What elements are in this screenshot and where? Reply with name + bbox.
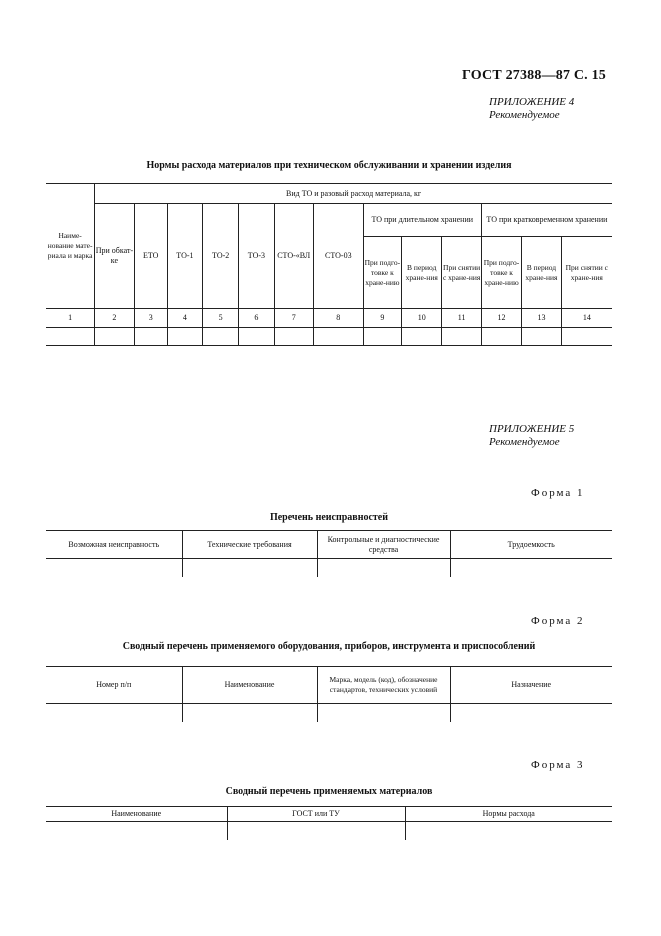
empty-cell	[274, 328, 313, 346]
forma-2-label: Форма 2	[531, 615, 585, 627]
col-material-name: Наиме-нование мате-риала и марка	[46, 184, 95, 309]
empty-cell	[317, 704, 450, 722]
empty-cell	[442, 328, 481, 346]
empty-cell	[522, 328, 561, 346]
empty-cell	[405, 822, 612, 840]
col-to3: ТО-3	[239, 204, 274, 309]
col-sto-03: СТО-03	[313, 204, 363, 309]
appendix-4-title: ПРИЛОЖЕНИЕ 4	[489, 96, 575, 108]
col-possible-fault: Возможная неисправность	[46, 531, 182, 559]
empty-cell	[46, 328, 95, 346]
col-number: 13	[522, 309, 561, 328]
empty-cell	[561, 328, 612, 346]
empty-cell	[134, 328, 167, 346]
group-long-storage: ТО при длительном хранении	[363, 204, 481, 237]
col-number: 1	[46, 309, 95, 328]
col-gost-tu: ГОСТ или ТУ	[227, 807, 405, 822]
forma-2-title: Сводный перечень применяемого оборудования, приборов, инструмента и приспособлений	[122, 641, 536, 652]
page-header: ГОСТ 27388—87 С. 15	[462, 68, 606, 83]
empty-cell	[46, 822, 227, 840]
forma-1-label: Форма 1	[531, 487, 585, 499]
col-number: 3	[134, 309, 167, 328]
empty-cell	[182, 704, 317, 722]
col-number: 5	[203, 309, 239, 328]
empty-cell	[317, 559, 450, 577]
empty-cell	[46, 704, 182, 722]
col-number: 7	[274, 309, 313, 328]
col-number: 11	[442, 309, 481, 328]
col-purpose: Назначение	[450, 667, 612, 704]
empty-cell	[239, 328, 274, 346]
empty-cell	[46, 559, 182, 577]
col-short-removal: При снятии с хране-ния	[561, 237, 612, 309]
forma-1-title: Перечень неисправностей	[269, 512, 389, 523]
appendix-4-status: Рекомендуемое	[489, 109, 560, 121]
col-short-prep: При подго-товке к хране-нию	[481, 237, 521, 309]
col-to2: ТО-2	[203, 204, 239, 309]
col-item-number: Номер п/п	[46, 667, 182, 704]
materials-table	[46, 806, 612, 840]
materials-norms-table	[46, 183, 612, 346]
group-header: Вид ТО и разовый расход материала, кг	[95, 184, 612, 204]
forma-3-title: Сводный перечень применяемых материалов	[225, 786, 433, 797]
empty-cell	[227, 822, 405, 840]
col-number: 10	[402, 309, 442, 328]
forma-3-label: Форма 3	[531, 759, 585, 771]
table1-title: Нормы расхода материалов при техническом обслуживании и хранении изделия	[146, 160, 512, 171]
col-number: 2	[95, 309, 134, 328]
empty-cell	[95, 328, 134, 346]
col-model-standards: Марка, модель (код), обозначение стандартов, технических условий	[317, 667, 450, 704]
empty-cell	[182, 559, 317, 577]
col-labor-intensity: Трудоемкость	[450, 531, 612, 559]
col-number: 14	[561, 309, 612, 328]
col-short-during: В период хране-ния	[522, 237, 561, 309]
col-number: 8	[313, 309, 363, 328]
empty-cell	[363, 328, 401, 346]
col-tech-requirements: Технические требования	[182, 531, 317, 559]
col-number: 6	[239, 309, 274, 328]
col-material-name: Наименование	[46, 807, 227, 822]
col-diagnostic-tools: Контрольные и диагностические средства	[317, 531, 450, 559]
appendix-5-status: Рекомендуемое	[489, 436, 560, 448]
col-long-removal: При снятии с хране-ния	[442, 237, 481, 309]
col-break-in: При обкат-ке	[95, 204, 134, 309]
col-number: 4	[167, 309, 202, 328]
appendix-5-title: ПРИЛОЖЕНИЕ 5	[489, 423, 575, 435]
empty-cell	[450, 704, 612, 722]
col-consumption-norms: Нормы расхода	[405, 807, 612, 822]
col-eto: ЕТО	[134, 204, 167, 309]
group-short-storage: ТО при кратковременном хранении	[481, 204, 612, 237]
empty-cell	[167, 328, 202, 346]
col-number: 12	[481, 309, 521, 328]
col-number: 9	[363, 309, 401, 328]
faults-table	[46, 530, 612, 577]
empty-cell	[313, 328, 363, 346]
col-name: Наименование	[182, 667, 317, 704]
empty-cell	[203, 328, 239, 346]
equipment-table	[46, 666, 612, 722]
col-long-during: В период хране-ния	[402, 237, 442, 309]
empty-cell	[450, 559, 612, 577]
col-sto-vl: СТО-«ВЛ	[274, 204, 313, 309]
empty-cell	[402, 328, 442, 346]
empty-cell	[481, 328, 521, 346]
col-to1: ТО-1	[167, 204, 202, 309]
col-long-prep: При подго-товке к хране-нию	[363, 237, 401, 309]
